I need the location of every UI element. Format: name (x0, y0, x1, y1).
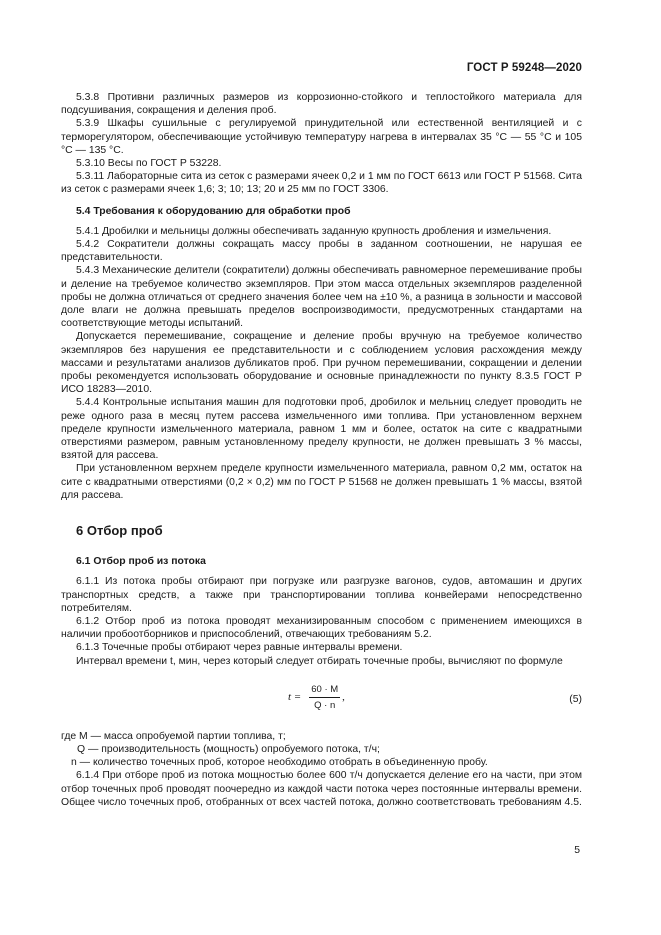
variable-definitions (61, 730, 582, 770)
clause-6-1-4: 6.1.4 При отборе проб из потока мощностью более 600 т/ч допускается деление его на части, при этом отбор точечных проб проводят поочередно из каждой части потока через постоянные интервалы времени. Общее число точечных проб, отобранных от всех частей потока, должно соответствовать требованиям 4.5. (61, 770, 582, 808)
clause-5-3-9: 5.3.9 Шкафы сушильные с регулируемой принудительной или естественной вентиляцией и с терморегулятором, обеспечивающие устойчивую температуру нагрева в интервалах 35 °C — 55 °C и 105 °C — 135 °C. (61, 118, 582, 156)
formula-lhs: t = (288, 690, 302, 703)
clause-5-4-4-note: При установленном верхнем пределе крупности измельченного материала, равном 0,2 мм, остаток на сите с квадратными отверстиями (0,2 × 0,2) мм по ГОСТ Р 51568 не должен превышать 1 % массы, взятой для рассева. (61, 463, 582, 501)
clause-6-1-2: 6.1.2 Отбор проб из потока проводят механизированным способом с применением имеющихся в наличии пробоотборников и приспособлений, отвечающих требованиям 5.2. (61, 615, 582, 641)
formula-numerator: 60 · M (309, 683, 340, 698)
formula-tail: , (342, 690, 345, 703)
equation-number: (5) (569, 693, 582, 705)
section-heading-5-4: 5.4 Требования к оборудованию для обработки проб (76, 205, 351, 217)
page-number: 5 (574, 845, 580, 856)
section-heading-6: 6 Отбор проб (76, 523, 163, 539)
clause-5-4-4: 5.4.4 Контрольные испытания машин для подготовки проб, дробилок и мельниц следует проводить не реже одного раза в месяц путем рассева измельченного ими топлива. При установленном верхнем пределе крупности измельченного материала, равном 1 мм и более, остаток на сите с квадратными отверстиями размером, равным установленному пределу крупности, не должен превышать 3 % массы, взятой для рассева. (61, 397, 582, 462)
clause-6-1-3-formula-intro: Интервал времени t, мин, через который следует отбирать точечные пробы, вычисляют по формуле (76, 655, 563, 667)
clause-5-3-11: 5.3.11 Лабораторные сита из сеток с размерами ячеек 0,2 и 1 мм по ГОСТ 6613 или ГОСТ Р 51568. Сита из сеток с размерами ячеек 1,6; 3; 10; 13; 20 и 25 мм по ГОСТ 3306. (61, 171, 582, 196)
formula-denominator: Q · n (314, 699, 336, 711)
formula-fraction (309, 683, 340, 712)
clause-5-4-3: 5.4.3 Механические делители (сократители) должны обеспечивать равномерное перемешивание пробы и деление на требуемое количество экземпляров. При этом масса отдельных экземпляров разделенной пробы не должна отличаться от среднего значения более чем на ±10 %, а разница в зольности и массовой доле влаги не должна превышать пределов воспроизводимости, предусмотренных стандартами на соответствующие методы испытаний. (61, 265, 582, 330)
clause-6-1-1: 6.1.1 Из потока пробы отбирают при погрузке или разгрузке вагонов, судов, автомашин и других транспортных средств, а также при транспортировании топлива конвейерами непосредственно потребителям. (61, 576, 582, 614)
formula-5 (288, 683, 345, 712)
section-heading-6-1: 6.1 Отбор проб из потока (76, 556, 206, 568)
formula-block (61, 680, 582, 718)
document-code: ГОСТ Р 59248—2020 (466, 62, 582, 74)
definition-q: Q — производительность (мощность) опробуемого потока, т/ч; (77, 743, 380, 755)
definition-m: где M — масса опробуемой партии топлива, т; (61, 730, 286, 742)
clause-5-4-3-note: Допускается перемешивание, сокращение и деление пробы вручную на требуемое количество экземпляров без нарушения ее представительности и с соблюдением условия расхождения между массами и результатами анализов дубликатов проб. При ручном перемешивании, сокращении и делении пробы рекомендуется использовать оборудование и основные принадлежности по пункту 8.3.5 ГОСТ Р ИСО 18283—2010. (61, 331, 582, 396)
clause-5-4-2: 5.4.2 Сократители должны сокращать массу пробы в заданном соотношении, не нарушая ее представительности. (61, 239, 582, 264)
definition-n: n — количество точечных проб, которое необходимо отобрать в объединенную пробу. (71, 757, 488, 769)
clause-5-4-1: 5.4.1 Дробилки и мельницы должны обеспечивать заданную крупность дробления и измельчения. (76, 225, 552, 237)
clause-5-3-10: 5.3.10 Весы по ГОСТ Р 53228. (76, 158, 222, 170)
document-body (61, 91, 582, 809)
clause-5-3-8: 5.3.8 Противни различных размеров из коррозионно-стойкого и теплостойкого материала для подсушивания, сокращения и деления проб. (61, 92, 582, 117)
clause-6-1-3: 6.1.3 Точечные пробы отбирают через равные интервалы времени. (76, 642, 403, 654)
